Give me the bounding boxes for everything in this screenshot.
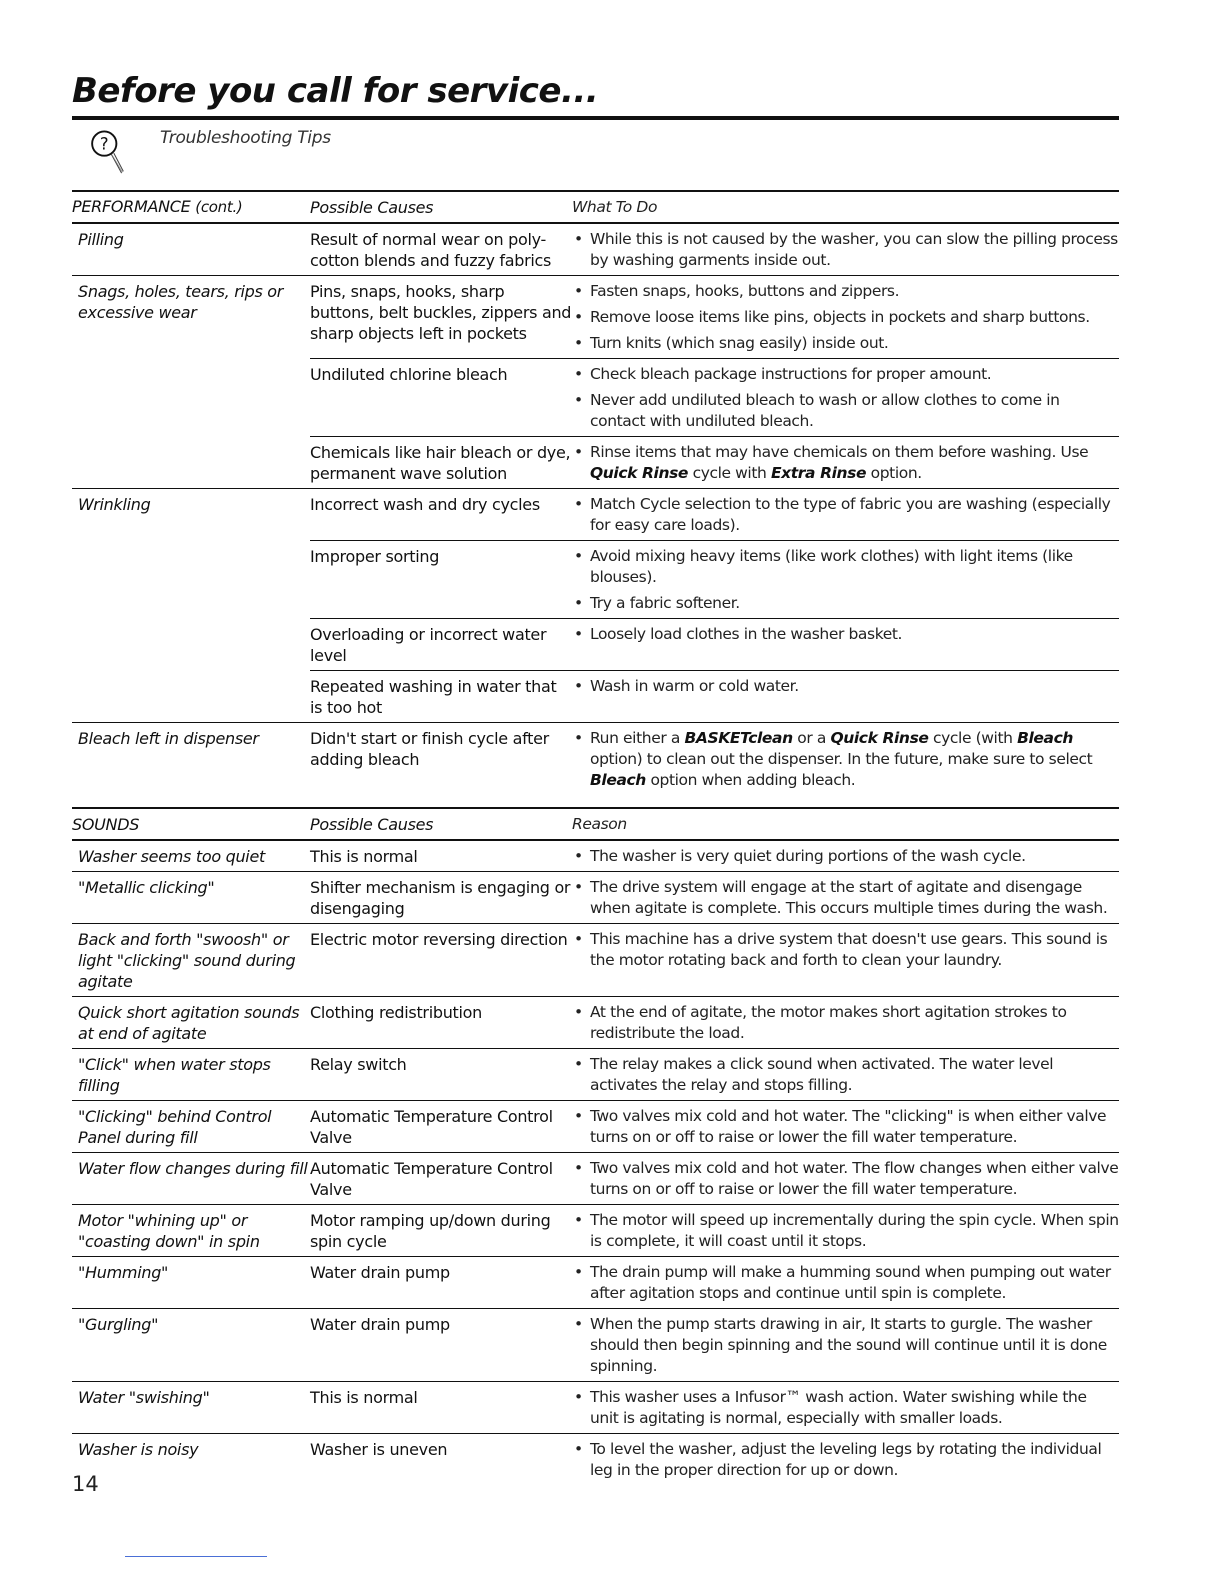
col-what-to-do: What To Do: [572, 197, 658, 216]
todo-text: Wash in warm or cold water.: [590, 677, 799, 695]
cause-cell: Shifter mechanism is engaging or disengaging: [310, 878, 571, 918]
cause-cell: Result of normal wear on poly-cotton blends and fuzzy fabrics: [310, 230, 552, 270]
performance-heading-suffix: (cont.): [195, 198, 243, 216]
todo-cell: • While this is not caused by the washer, you can slow the pilling process by washing garments inside out.: [574, 230, 1118, 269]
magnifier-question-icon: [88, 128, 124, 180]
cause-cell: Repeated washing in water that is too hot: [310, 677, 557, 717]
problem-cell: Quick short agitation sounds at end of agitate: [78, 1003, 300, 1043]
table-row: [72, 841, 1119, 872]
cause-cell: Undiluted chlorine bleach: [310, 365, 508, 384]
tips-header: [72, 120, 1119, 190]
problem-cell: "Humming": [78, 1263, 169, 1282]
problem-cell: Washer is noisy: [78, 1440, 199, 1459]
svg-text:?: ?: [99, 134, 109, 154]
todo-text: Match Cycle selection to the type of fabric you are washing (especially for easy care loads).: [590, 495, 1111, 534]
todo-text: Turn knits (which snag easily) inside out.: [590, 334, 889, 352]
cause-cell: Relay switch: [310, 1055, 407, 1074]
todo-text: Never add undiluted bleach to wash or allow clothes to come in contact with undiluted bleach.: [590, 391, 1060, 430]
cause-cell: This is normal: [310, 1388, 418, 1407]
cause-cell: Overloading or incorrect water level: [310, 625, 547, 665]
table-row: [72, 1382, 1119, 1434]
page-title: Before you call for service...: [72, 71, 599, 111]
todo-text: Fasten snaps, hooks, buttons and zippers.: [590, 282, 900, 300]
reason-text: This washer uses a Infusor™ wash action. Water swishing while the unit is agitating is normal, especially with smaller loads.: [590, 1388, 1087, 1427]
todo-cell: • Loosely load clothes in the washer basket.: [572, 619, 1119, 670]
todo-text: While this is not caused by the washer, you can slow the pilling process by washing garments inside out.: [590, 230, 1118, 269]
todo-text: Loosely load clothes in the washer basket.: [590, 625, 903, 643]
subtitle: Troubleshooting Tips: [160, 128, 331, 148]
todo-text: Try a fabric softener.: [590, 594, 740, 612]
table-row: [72, 1205, 1119, 1257]
todo-cell: • Run either a BASKETclean or a Quick Rinse cycle (with Bleach option) to clean out the dispenser. In the future, make sure to select Bleach option when adding bleach.: [572, 723, 1119, 795]
reason-cell: • To level the washer, adjust the leveling legs by rotating the individual leg in the proper direction for up or down.: [572, 1434, 1119, 1485]
table-row: [72, 1101, 1119, 1153]
todo-cell: • Check bleach package instructions for proper amount. • Never add undiluted bleach to wash or allow clothes to come in contact with undiluted bleach.: [572, 359, 1119, 436]
reason-text: When the pump starts drawing in air, It starts to gurgle. The washer should then begin spinning and the sound will continue until it is done spinning.: [590, 1315, 1107, 1375]
problem-cell: Wrinkling: [78, 495, 151, 514]
problem-cell: Pilling: [78, 230, 124, 249]
todo-text: Avoid mixing heavy items (like work clothes) with light items (like blouses).: [590, 547, 1073, 586]
cause-cell: Water drain pump: [310, 1263, 450, 1282]
problem-cell: "Metallic clicking": [78, 878, 215, 897]
todo-text: Rinse items that may have chemicals on them before washing. Use Quick Rinse cycle with Extra Rinse option.: [590, 443, 1089, 482]
reason-text: Two valves mix cold and hot water. The "clicking" is when either valve turns on or off to raise or lower the fill water temperature.: [590, 1107, 1107, 1146]
todo-cell: • Fasten snaps, hooks, buttons and zippers. • Remove loose items like pins, objects in pockets and sharp buttons. • Turn knits (which snag easily) inside out.: [572, 276, 1119, 358]
reason-text: This machine has a drive system that doesn't use gears. This sound is the motor rotating back and forth to clean your laundry.: [590, 930, 1108, 969]
reason-cell: • The motor will speed up incrementally during the spin cycle. When spin is complete, it will coast until it stops.: [574, 1211, 1119, 1250]
problem-cell: Snags, holes, tears, rips or excessive wear: [78, 282, 284, 322]
reason-text: The washer is very quiet during portions of the wash cycle.: [590, 847, 1026, 865]
sounds-table: [72, 841, 1119, 1485]
cause-cell: Motor ramping up/down during spin cycle: [310, 1211, 551, 1251]
reason-cell: • The relay makes a click sound when activated. The water level activates the relay and stops filling.: [572, 1049, 1119, 1100]
col-possible-causes: Possible Causes: [310, 814, 434, 834]
col-reason: Reason: [572, 814, 627, 833]
table-row: [72, 872, 1119, 924]
todo-cell: • Wash in warm or cold water.: [572, 671, 1119, 722]
problem-cell: Bleach left in dispenser: [78, 729, 259, 748]
reason-cell: • Two valves mix cold and hot water. The flow changes when either valve turns on or off to raise or lower the fill water temperature.: [574, 1159, 1119, 1198]
performance-heading: PERFORMANCE: [72, 197, 191, 216]
table-row: [72, 924, 1119, 997]
reason-cell: • Two valves mix cold and hot water. The "clicking" is when either valve turns on or off to raise or lower the fill water temperature.: [572, 1101, 1119, 1152]
problem-cell: Motor "whining up" or "coasting down" in spin: [78, 1211, 260, 1251]
todo-cell: • Avoid mixing heavy items (like work clothes) with light items (like blouses). • Try a fabric softener.: [572, 541, 1119, 618]
cause-cell: Automatic Temperature Control Valve: [310, 1107, 553, 1147]
table-row: [72, 1434, 1119, 1485]
reason-text: The drain pump will make a humming sound when pumping out water after agitation stops and continue until spin is complete.: [590, 1263, 1111, 1302]
cause-cell: This is normal: [310, 847, 418, 866]
reason-text: The motor will speed up incrementally during the spin cycle. When spin is complete, it will coast until it stops.: [590, 1211, 1119, 1250]
reason-cell: • This washer uses a Infusor™ wash action. Water swishing while the unit is agitating is normal, especially with smaller loads.: [572, 1382, 1119, 1433]
col-possible-causes: Possible Causes: [310, 197, 434, 217]
performance-header: [72, 190, 1119, 224]
reason-cell: • The washer is very quiet during portions of the wash cycle.: [572, 841, 1119, 871]
table-row: [72, 489, 1119, 723]
problem-cell: Water flow changes during fill: [78, 1159, 308, 1178]
reason-text: At the end of agitate, the motor makes short agitation strokes to redistribute the load.: [590, 1003, 1067, 1042]
table-row: [72, 1257, 1119, 1309]
reason-text: The relay makes a click sound when activated. The water level activates the relay and stops filling.: [590, 1055, 1054, 1094]
problem-cell: "Gurgling": [78, 1315, 159, 1334]
cause-cell: Incorrect wash and dry cycles: [310, 495, 540, 514]
problem-cell: "Click" when water stops filling: [78, 1055, 271, 1095]
cause-cell: Water drain pump: [310, 1315, 450, 1334]
reason-cell: • The drain pump will make a humming sound when pumping out water after agitation stops and continue until spin is complete.: [572, 1257, 1119, 1308]
reason-cell: • When the pump starts drawing in air, It starts to gurgle. The washer should then begin spinning and the sound will continue until it is done spinning.: [572, 1309, 1119, 1381]
reason-text: Two valves mix cold and hot water. The flow changes when either valve turns on or off to raise or lower the fill water temperature.: [590, 1159, 1119, 1198]
table-row: [72, 224, 1119, 276]
reason-cell: • The drive system will engage at the start of agitate and disengage when agitate is complete. This occurs multiple times during the wash.: [572, 872, 1119, 923]
table-row: [72, 1153, 1119, 1205]
todo-cell: • Match Cycle selection to the type of fabric you are washing (especially for easy care loads).: [572, 489, 1119, 540]
cause-cell: Washer is uneven: [310, 1440, 448, 1459]
problem-cell: Back and forth "swoosh" or light "clicking" sound during agitate: [78, 930, 296, 991]
todo-text: Remove loose items like pins, objects in pockets and sharp buttons.: [590, 308, 1090, 326]
cause-cell: Electric motor reversing direction: [310, 930, 568, 949]
cause-cell: Improper sorting: [310, 547, 440, 566]
page-number: 14: [72, 1472, 99, 1496]
todo-cell: • Rinse items that may have chemicals on them before washing. Use Quick Rinse cycle with Extra Rinse option.: [572, 437, 1119, 488]
cause-cell: Chemicals like hair bleach or dye, permanent wave solution: [310, 443, 571, 483]
sounds-heading: SOUNDS: [72, 814, 140, 834]
problem-cell: Water "swishing": [78, 1388, 210, 1407]
todo-text: Check bleach package instructions for proper amount.: [590, 365, 992, 383]
problem-cell: Washer seems too quiet: [78, 847, 265, 866]
table-row: [72, 1049, 1119, 1101]
page: [72, 70, 1119, 1485]
cause-cell: Didn't start or finish cycle after adding bleach: [310, 729, 549, 769]
cause-cell: Pins, snaps, hooks, sharp buttons, belt buckles, zippers and sharp objects left in pockets: [310, 282, 572, 343]
reason-cell: • At the end of agitate, the motor makes short agitation strokes to redistribute the load.: [572, 997, 1119, 1048]
table-row: [72, 723, 1119, 795]
todo-text: Run either a BASKETclean or a Quick Rinse cycle (with Bleach option) to clean out the dispenser. In the future, make sure to select Bleach option when adding bleach.: [590, 729, 1093, 789]
link-underline: [125, 1556, 267, 1557]
problem-cell: "Clicking" behind Control Panel during fill: [78, 1107, 272, 1147]
reason-text: The drive system will engage at the start of agitate and disengage when agitate is complete. This occurs multiple times during the wash.: [590, 878, 1108, 917]
sounds-header: [72, 807, 1119, 841]
cause-cell: Automatic Temperature Control Valve: [310, 1159, 553, 1199]
cause-cell: Clothing redistribution: [310, 1003, 482, 1022]
reason-cell: • This machine has a drive system that doesn't use gears. This sound is the motor rotating back and forth to clean your laundry.: [572, 924, 1119, 996]
reason-text: To level the washer, adjust the leveling legs by rotating the individual leg in the proper direction for up or down.: [590, 1440, 1102, 1479]
table-row: [72, 997, 1119, 1049]
table-row: [72, 1309, 1119, 1382]
table-row: [72, 276, 1119, 489]
